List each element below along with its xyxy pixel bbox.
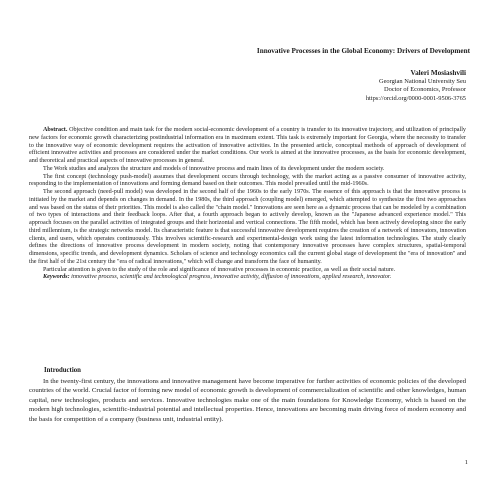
abstract-label: Abstract.: [43, 127, 68, 133]
abstract-paragraph: The Work studies and analyzes the structure and models of innovative process and main lines of its development under the modern society.: [43, 165, 385, 172]
keywords-paragraph: [29, 274, 466, 282]
paper-title: Innovative Processes in the Global Economy: Drivers of Development: [256, 47, 470, 55]
introduction-heading: Introduction: [44, 367, 81, 374]
page-number: 1: [464, 459, 468, 466]
author-position: Doctor of Economics, Professor: [384, 86, 466, 94]
keywords-label: Keywords:: [43, 274, 70, 281]
author-name: Valeri Mosiashvili: [410, 69, 466, 77]
introduction-paragraph: In the twenty-first century, the innovations and innovative management have become imperative for further activities of economic policies of the developed countries of the world. Crucial factor of forming new model of economic growth is development of commercialization of scientific and other knowledges, human capital, new technologies, products and services. Innovative technologies make one of the main foundations for Knowledge Economy, which is based on the modern high technologies, scientific-industrial potential and intellectual properties. Hence, innovations are becoming main driving force of modern economy and the basis for competition of a company (business unit, industrial entity).: [29, 378, 466, 423]
author-affiliation: Georgian National University Seu: [378, 77, 466, 85]
introduction-section: [29, 377, 466, 424]
author-block: [366, 69, 466, 103]
author-orcid-link[interactable]: https://orcid.org/0000-0001-9506-3765: [365, 94, 466, 102]
keywords-text: innovative process, scientific and technological progress, innovative activity, diffusion of innovations, applied research, innovator.: [71, 274, 392, 281]
abstract-paragraph: [29, 127, 466, 166]
abstract-paragraph: Particular attention is given to the study of the role and significance of innovative processes in economic practice, as well as their social nature.: [43, 266, 396, 273]
abstract-text: Objective condition and main task for the modern social-economic development of a country is transfer to its innovative trajectory, and utilization of principally new factors for economic growth characterizing postindustrial information era in maximum extent. This task is extremely important for Georgia, where the necessity to transfer to the innovative way of economic development requires the activation of innovative activities. In the presented article, conceptual methods of approach of development of efficient innovative activities and processes are considered under the market conditions. Our work is aimed at the innovative processes, as the basis for economic development, and theoretical and practical aspects of innovative processes in general.: [29, 127, 466, 164]
abstract-paragraph: The first concept (technology push-model) assumes that development occurs through technology, with the market acting as a passive consumer of innovative activity, responding to the implementation of innovations and forming demand based on their outcomes. This model prevailed until the mid-1960s.: [29, 173, 466, 188]
abstract-paragraph: The second approach (need-pull model) was developed in the second half of the 1960s to the early 1970s. The essence of this approach is that the innovative process is initiated by the market and depends on changes in demand. In the 1980s, the third approach (coupling model) emerged, which attempted to synthesize the first two approaches and was based on the status of their priorities. This model is also called the "chain model." Innovations are seen here as a dynamic process that can be modeled by a combination of two types of interactions and their feedback loops. After that, a fourth approach began to actively develop, known as the "Japanese advanced experience model." This approach focuses on the parallel activities of integrated groups and their horizontal and vertical connections. The fifth model, which has been actively developing since the early third millennium, is the strategic networks model. Its characteristic feature is that successful innovative development requires the creation of a network of innovators, innovation clients, and users, which operates continuously. This involves scientific-research and experimental-design work using the latest information technologies. The study clearly defines the directions of innovative process development in modern society, noting that contemporary innovative processes have complex structures, spatial-temporal dimensions, specific trends, and development dynamics. Scholars of science and technology economics call the current global stage of development the "era of innovation" and the first half of the 21st century the "era of radical innovations," which will change and transform the face of humanity.: [29, 189, 466, 265]
abstract-section: [29, 127, 466, 282]
